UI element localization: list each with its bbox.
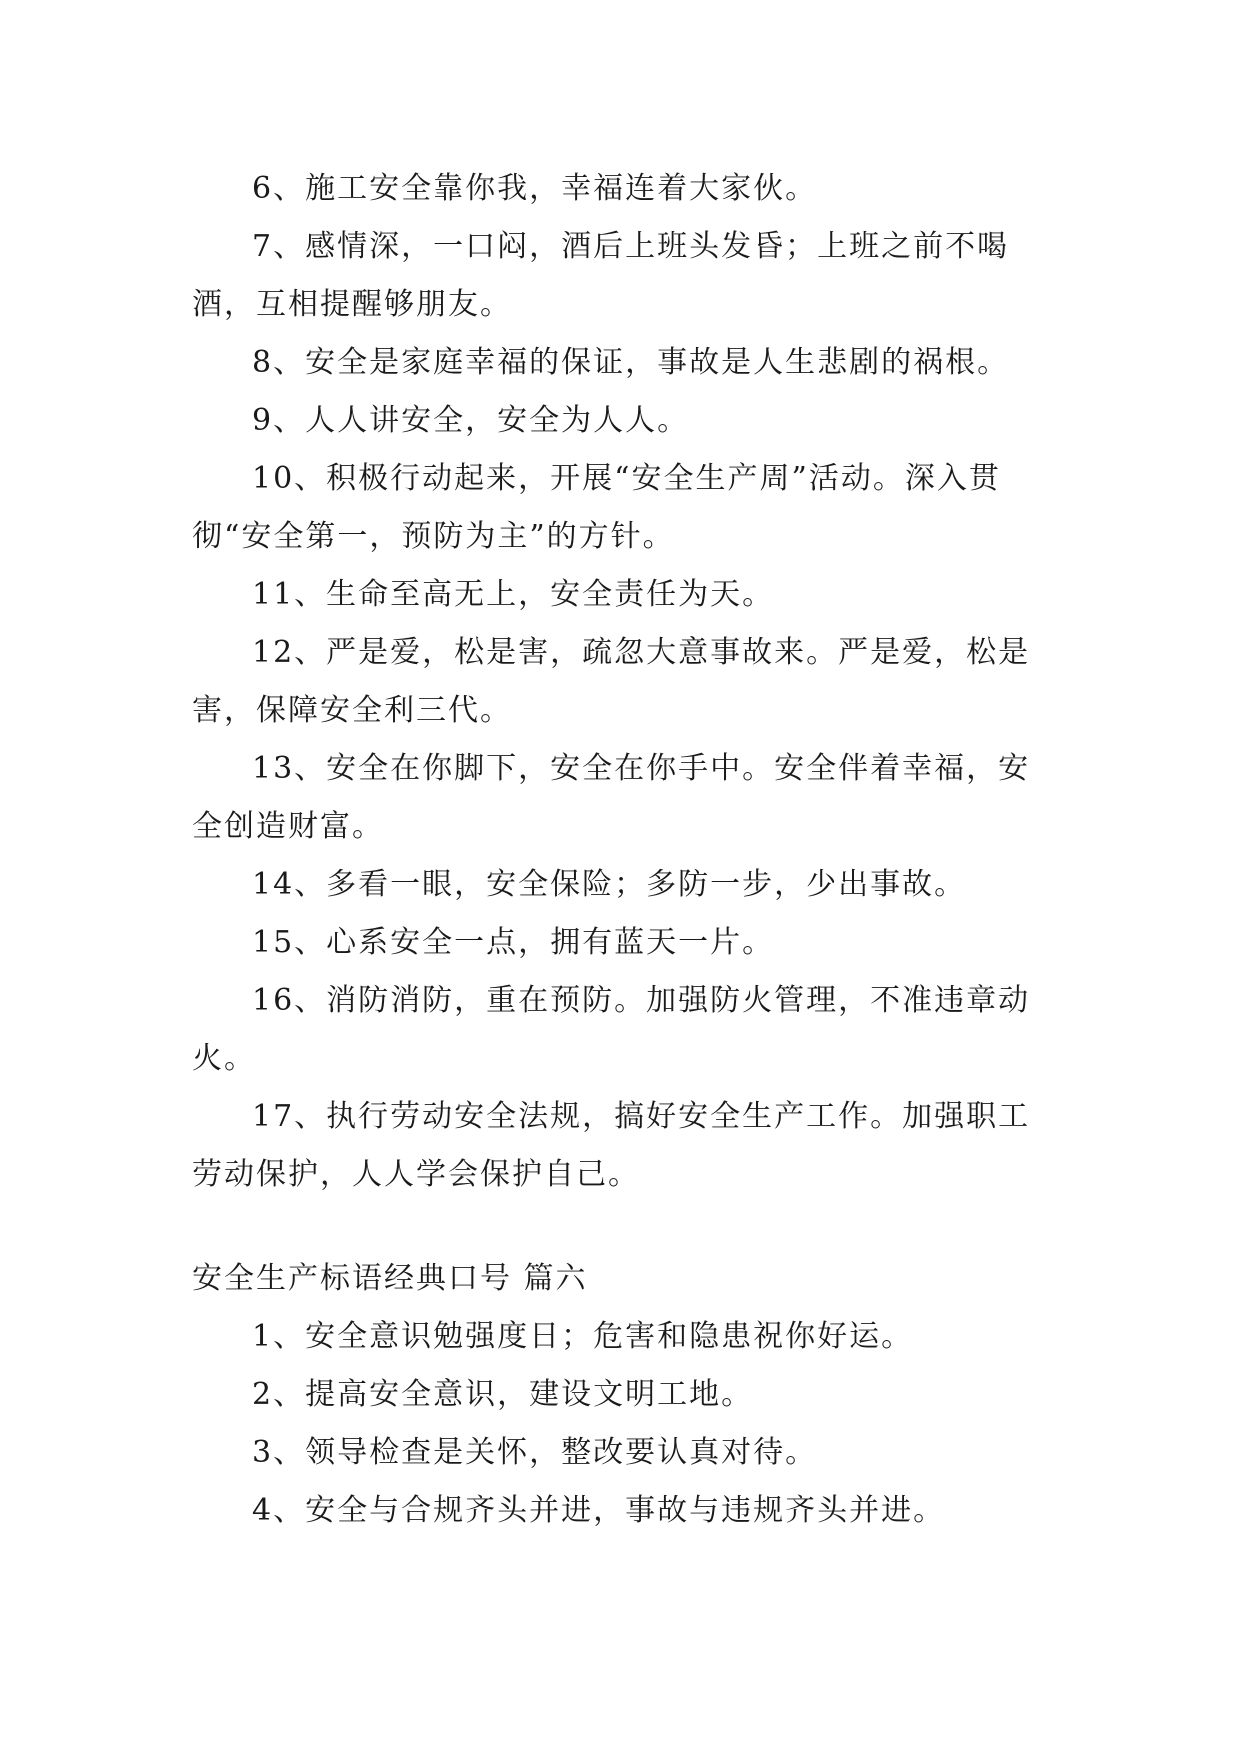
- slogan-item: 8、安全是家庭幸福的保证，事故是人生悲剧的祸根。: [252, 345, 1010, 380]
- slogan-item: 1、安全意识勉强度日；危害和隐患祝你好运。: [252, 1319, 914, 1354]
- slogan-item: 12、严是爱，松是害，疏忽大意事故来。严是爱，松是害，保障安全利三代。: [192, 635, 1031, 728]
- slogan-item: 14、多看一眼，安全保险；多防一步，少出事故。: [252, 867, 967, 902]
- slogan-item: 3、领导检查是关怀，整改要认真对待。: [252, 1435, 818, 1470]
- slogan-item: 16、消防消防，重在预防。加强防火管理，不准违章动火。: [192, 983, 1031, 1076]
- slogan-item: 11、生命至高无上，安全责任为天。: [252, 577, 775, 612]
- slogan-item: 15、心系安全一点，拥有蓝天一片。: [252, 925, 775, 960]
- slogan-item: 10、积极行动起来，开展“安全生产周”活动。深入贯彻“安全第一，预防为主”的方针。: [192, 461, 1001, 554]
- slogan-item: 13、安全在你脚下，安全在你手中。安全伴着幸福，安全创造财富。: [192, 751, 1031, 844]
- section-heading: 安全生产标语经典口号 篇六: [192, 1261, 588, 1296]
- slogan-item: 6、施工安全靠你我，幸福连着大家伙。: [252, 171, 818, 206]
- document-page: [192, 160, 1052, 1540]
- slogan-item: 17、执行劳动安全法规，搞好安全生产工作。加强职工劳动保护，人人学会保护自己。: [192, 1099, 1031, 1192]
- slogan-item: 4、安全与合规齐头并进，事故与违规齐头并进。: [252, 1493, 946, 1528]
- slogan-item: 7、感情深，一口闷，酒后上班头发昏；上班之前不喝酒，互相提醒够朋友。: [192, 229, 1010, 322]
- slogan-item: 9、人人讲安全，安全为人人。: [252, 403, 690, 438]
- slogan-item: 2、提高安全意识，建设文明工地。: [252, 1377, 754, 1412]
